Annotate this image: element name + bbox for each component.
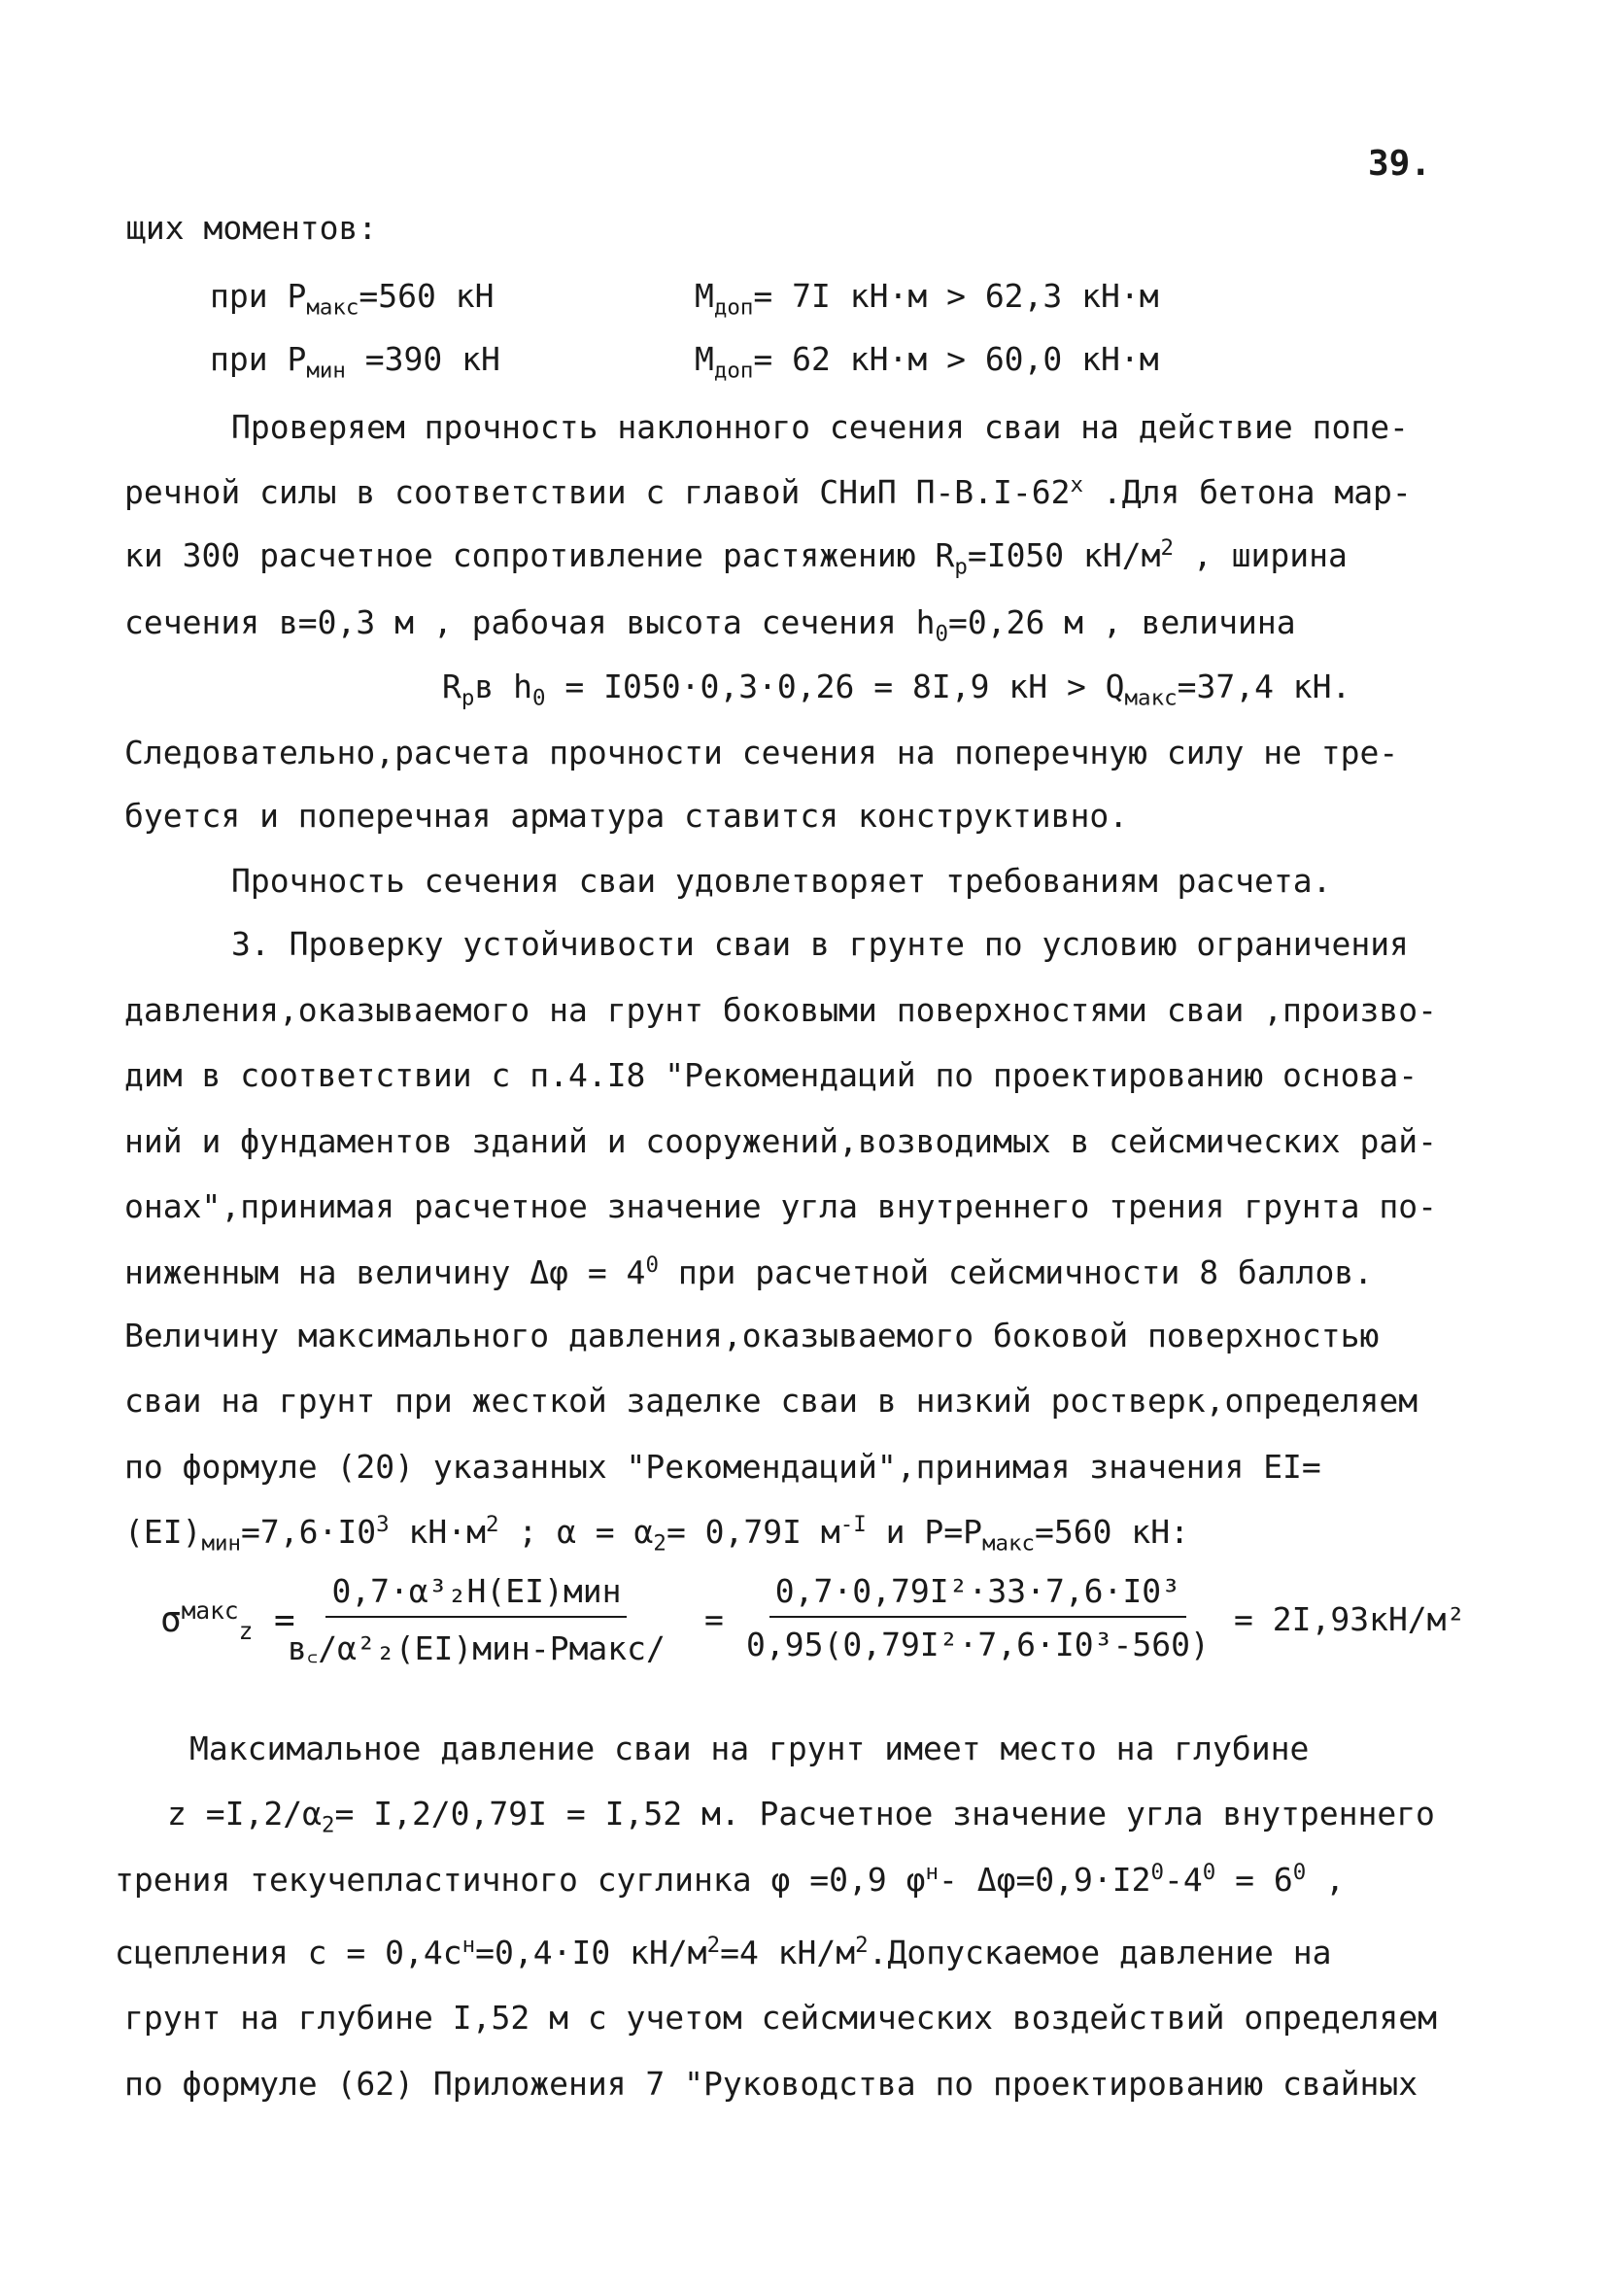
text-line-27: по формуле (62) Приложения 7 "Руководства по проектированию свайных — [124, 2065, 1418, 2103]
text-line-26: грунт на глубине I,52 м с учетом сейсмических воздействий определяем — [124, 1999, 1438, 2037]
text-line-9: Следовательно,расчета прочности сечения на поперечную силу не тре- — [124, 734, 1399, 771]
page-number: 39. — [1368, 144, 1432, 184]
text-line-10: буется и поперечная арматура ставится конструктивно. — [124, 797, 1129, 835]
equation-equals: = — [704, 1600, 724, 1638]
text-line-3-left: при $P_{мин} =390$ кН — [210, 340, 500, 384]
text-line-14: дим в соответствии с п.4.I8 "Рекомендаций по проектированию основа- — [124, 1056, 1418, 1094]
text-line-7: сечения в=0,3 м , рабочая высота сечения $h_0=0,26$ м , величина — [124, 603, 1296, 647]
text-line-6: ки 300 расчетное сопротивление растяжению $R_р=I050$ $кН/м^2$ , ширина — [124, 535, 1348, 580]
text-line-20: по формуле (20) указанных "Рекомендаций",принимая значения EI= — [124, 1448, 1321, 1486]
text-line-13: давления,оказываемого на грунт боковыми поверхностями сваи ,произво- — [124, 991, 1438, 1029]
text-line-8: $R_рв$ $h_0 = I050\cdot 0,3\cdot 0,26 = 8I,9$ кН > $Q_{макс}=37,4$ кН. — [442, 668, 1351, 711]
text-line-12: 3. Проверку устойчивости сваи в грунте по условию ограничения — [231, 925, 1409, 963]
text-line-24: трения текучепластичного суглинка φ =0,9 $\varphi^н-$ $\Delta\varphi=0,9\cdot I2^0-4^0 = 6^0$ , — [115, 1860, 1346, 1899]
fraction-1-denominator: в꜀/α²₂(EI)мин-Pмакс/ — [288, 1629, 666, 1667]
fraction-2-denominator: 0,95(0,79I²·7,6·I0³-560) — [746, 1626, 1210, 1663]
text-line-23: $z =I,2/\alpha_2= I,2/0,79I = I,52$ м. Расчетное значение угла внутреннего — [167, 1795, 1435, 1838]
text-line-1: щих моментов: — [126, 209, 378, 247]
text-line-4: Проверяем прочность наклонного сечения сваи на действие попе- — [231, 408, 1409, 446]
text-line-17: ниженным на величину $\Delta\varphi = 4^0$ при расчетной сейсмичности 8 баллов. — [124, 1252, 1374, 1291]
fraction-2-numerator: 0,7·0,79I²·33·7,6·I0³ — [769, 1572, 1186, 1618]
equation-fraction-1 — [282, 1572, 671, 1669]
text-line-25: сцепления $c = 0,4c^н=0,4\cdot I0$ $кН/м^2=4$ $кН/м^2.Допускаемое$ давление на — [115, 1933, 1332, 1971]
text-line-3-right: $М_{доп}= 62$ кН·м > 60,0 кН·м — [695, 340, 1159, 384]
fraction-1-numerator: 0,7·α³₂H(EI)мин — [325, 1572, 627, 1618]
text-line-2-left: при $P_{макс}=560$ кН — [210, 277, 495, 321]
text-line-5: речной силы в соответствии с главой СНиП $П-В.I-62^х$ .Для бетона мар- — [124, 472, 1412, 511]
text-line-11: Прочность сечения сваи удовлетворяет требованиям расчета. — [231, 862, 1332, 900]
equation-result: = 2I,93кН/м² — [1234, 1600, 1466, 1638]
text-line-22: Максимальное давление сваи на грунт имеет место на глубине — [189, 1730, 1310, 1767]
text-line-2-right: $М_{доп}= 7I$ кН·м > 62,3 кН·м — [695, 277, 1159, 321]
text-line-18: Величину максимального давления,оказываемого боковой поверхностью — [124, 1317, 1380, 1354]
equation-fraction-2 — [740, 1572, 1215, 1663]
text-line-16: онах",принимая расчетное значение угла внутреннего трения грунта по- — [124, 1187, 1438, 1225]
text-line-15: ний и фундаментов зданий и сооружений,возводимых в сейсмических рай- — [124, 1122, 1438, 1160]
text-line-19: сваи на грунт при жесткой заделке сваи в низкий ростверк,определяем — [124, 1382, 1418, 1420]
equation-lhs: $\sigma^{макс}_z$ = — [160, 1596, 295, 1646]
text-line-21: $(EI)_{мин}=7,6\cdot I0^3$ $кН\cdot м^2$ ; $\alpha = \alpha_2= 0,79I$ $м^{-I}$ и $P=P_{макс}=560$ кН: — [124, 1512, 1189, 1557]
